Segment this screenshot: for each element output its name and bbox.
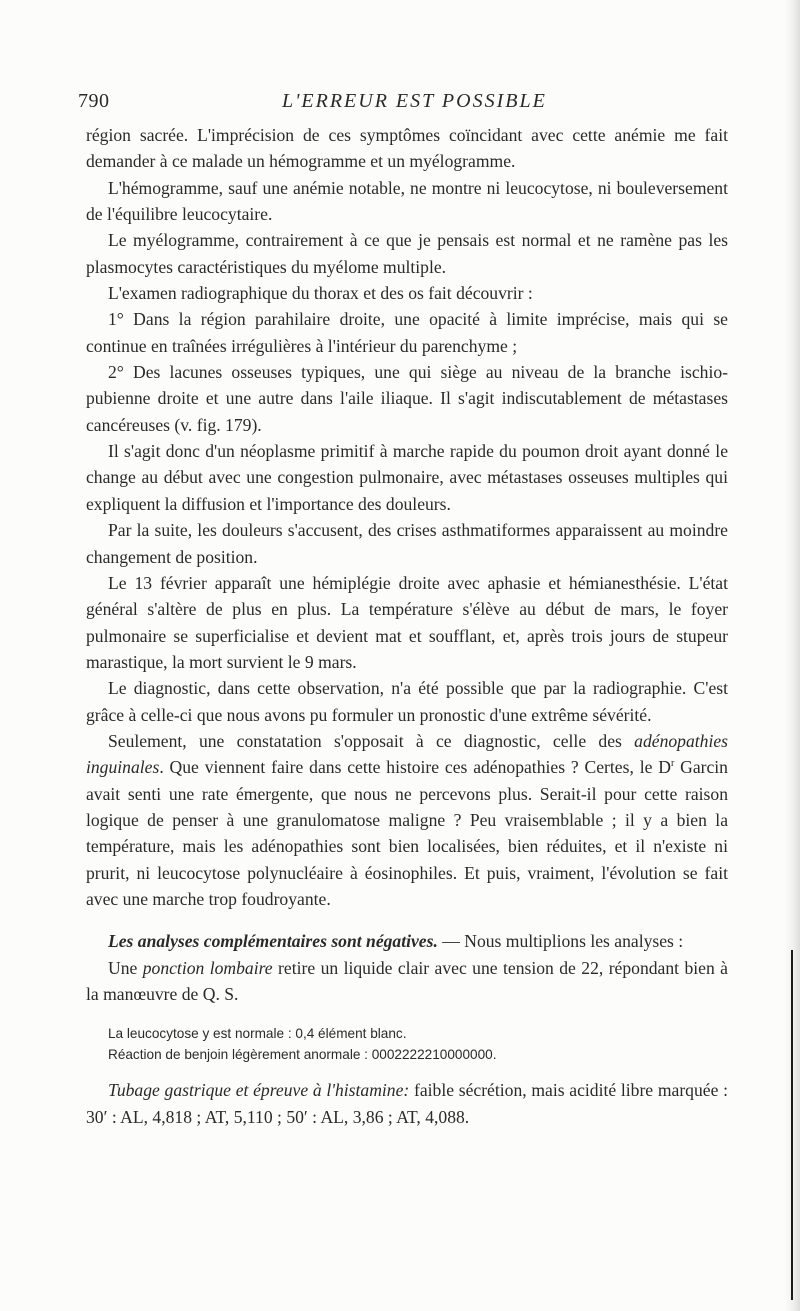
italic-term: Tubage gastrique et épreuve à l'histamine: <box>108 1080 410 1101</box>
paragraph: Le 13 février apparaît une hémiplégie droite avec aphasie et hémianesthésie. L'état général s'altère de plus en plus. La température s'élève au début de mars, le foyer pulmonaire se superficialise et devient mat et soufflant, et, après trois jours de stupeur marastique, la mort survient le 9 mars. <box>86 572 728 672</box>
text-run: Garcin avait senti une rate émergente, que nous ne percevons plus. Serait-il pour cette raison logique de penser à une granulomatose maligne ? Peu vraisemblable ; il y a bien la température, mais les adénopathies sont bien localisées, bien réduites, et il n'existe ni prurit, ni leucocytose polynucléaire à éosinophiles. Et puis, vraiment, l'évolution se fait avec une marche trop foudroyante. <box>86 757 728 909</box>
page-number: 790 <box>78 90 110 112</box>
paragraph <box>86 728 728 912</box>
paragraph: Il s'agit donc d'un néoplasme primitif à marche rapide du poumon droit ayant donné le change au début avec une congestion pulmonaire, avec métastases osseuses multiples qui expliquent la diffusion et l'importance des douleurs. <box>86 441 728 514</box>
italic-term: ponction lombaire <box>142 957 273 978</box>
running-title: L'ERREUR EST POSSIBLE <box>282 90 547 112</box>
paragraph: Par la suite, les douleurs s'accusent, des crises asthmatiformes apparaissent au moindre changement de position. <box>86 520 728 567</box>
text-run: . Que viennent faire dans cette histoire ces adénopathies ? Certes, le D <box>159 757 671 778</box>
superscript: r <box>670 758 675 770</box>
page-header <box>78 90 728 120</box>
body-text <box>86 122 728 1130</box>
page-edge-line <box>791 950 793 1300</box>
paragraph: région sacrée. L'imprécision de ces symptômes coïncidant avec cette anémie me fait demander à ce malade un hémogramme et un myélogramme. <box>86 125 728 172</box>
section-heading: Les analyses complémentaires sont négatives. <box>108 931 438 952</box>
paragraph: L'hémogramme, sauf une anémie notable, ne montre ni leucocytose, ni bouleversement de l'équilibre leucocytaire. <box>86 177 728 225</box>
lab-notes <box>86 1023 728 1065</box>
text-run: Une <box>108 957 143 978</box>
text-run: — Nous multiplions les analyses : <box>437 931 684 952</box>
note-line: La leucocytose y est normale : 0,4 élément blanc. <box>108 1026 407 1042</box>
paragraph: Le myélogramme, contrairement à ce que je pensais est normal et ne ramène pas les plasmocytes caractéristiques du myélome multiple. <box>86 230 728 277</box>
paragraph: 1° Dans la région parahilaire droite, une opacité à limite imprécise, mais qui se continue en traînées irrégulières à l'intérieur du parenchyme ; <box>86 309 728 356</box>
section-heading-paragraph <box>86 928 728 954</box>
text-run: faible sécrétion, mais acidité libre marquée : 30′ : AL, 4,818 ; AT, 5,110 ; 50′ : AL, 3,86 ; AT, 4,088. <box>86 1080 728 1127</box>
paragraph: Le diagnostic, dans cette observation, n'a été possible que par la radiographie. C'est grâce à celle-ci que nous avons pu formuler un pronostic d'une extrême sévérité. <box>86 678 728 725</box>
text-run: retire un liquide clair avec une tension de 22, répondant bien à la manœuvre de Q. S. <box>86 957 728 1004</box>
note-line: Réaction de benjoin légèrement anormale : 0002222210000000. <box>108 1047 497 1063</box>
italic-term: adénopathies inguinales <box>86 730 728 778</box>
paragraph: L'examen radiographique du thorax et des os fait découvrir : <box>108 283 533 304</box>
paragraph: 2° Des lacunes osseuses typiques, une qui siège au niveau de la branche ischio-pubienne droite et une autre dans l'aile iliaque. Il s'agit indiscutablement de métastases cancéreuses (v. fig. 179). <box>86 362 728 435</box>
paragraph <box>86 955 728 1008</box>
text-run: Seulement, une constatation s'opposait à ce diagnostic, celle des <box>108 730 635 751</box>
paragraph <box>86 1077 728 1130</box>
